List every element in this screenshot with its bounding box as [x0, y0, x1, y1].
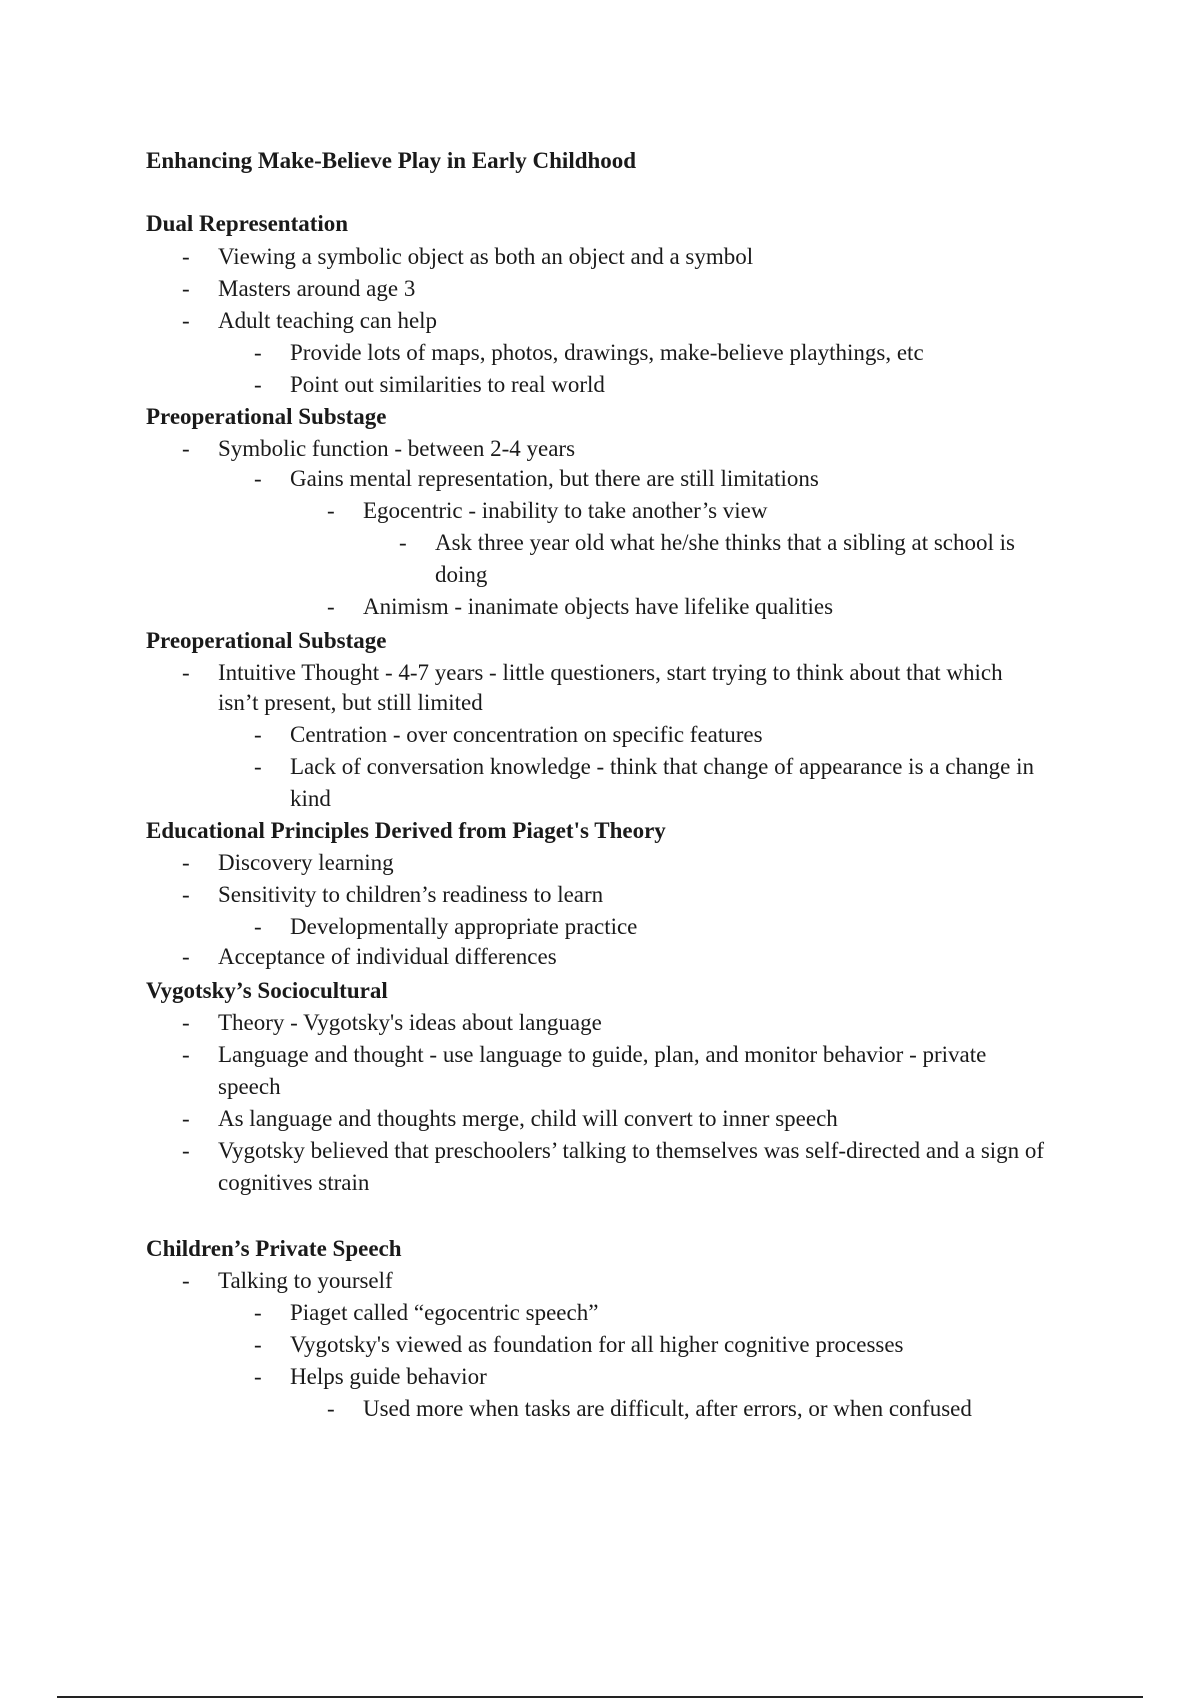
document-title: Enhancing Make-Believe Play in Early Childhood	[146, 148, 637, 173]
section-heading-educational-principles: Educational Principles Derived from Piaget's Theory	[146, 818, 666, 843]
bullet-dash: -	[254, 1300, 262, 1325]
bullet-dash: -	[254, 372, 262, 397]
bullet-item-continuation: cognitives strain	[218, 1170, 370, 1195]
bullet-item: Piaget called “egocentric speech”	[290, 1300, 599, 1325]
section-heading-preoperational-1: Preoperational Substage	[146, 404, 387, 429]
bullet-dash: -	[182, 882, 190, 907]
bullet-item: Vygotsky's viewed as foundation for all higher cognitive processes	[290, 1332, 904, 1357]
bullet-item: Vygotsky believed that preschoolers’ talking to themselves was self-directed and a sign of	[218, 1138, 1045, 1163]
bullet-item: Provide lots of maps, photos, drawings, make-believe playthings, etc	[290, 340, 924, 365]
bullet-dash: -	[182, 1268, 190, 1293]
bullet-item: Adult teaching can help	[218, 308, 438, 333]
bullet-item-continuation: doing	[435, 562, 488, 587]
bullet-dash: -	[327, 1396, 335, 1421]
bullet-dash: -	[254, 466, 262, 491]
bullet-dash: -	[182, 850, 190, 875]
bullet-item: As language and thoughts merge, child will convert to inner speech	[218, 1106, 838, 1131]
bullet-dash: -	[254, 340, 262, 365]
bullet-item: Centration - over concentration on specific features	[290, 722, 763, 747]
bullet-item: Sensitivity to children’s readiness to learn	[218, 882, 604, 907]
bullet-dash: -	[182, 1106, 190, 1131]
section-heading-vygotsky-sociocultural: Vygotsky’s Sociocultural	[146, 978, 388, 1003]
bullet-item: Gains mental representation, but there are still limitations	[290, 466, 819, 491]
bullet-item: Discovery learning	[218, 850, 394, 875]
section-heading-dual-representation: Dual Representation	[146, 211, 349, 236]
bullet-item: Animism - inanimate objects have lifelike qualities	[363, 594, 834, 619]
bullet-item: Used more when tasks are difficult, after errors, or when confused	[363, 1396, 972, 1421]
bullet-dash: -	[182, 244, 190, 269]
bullet-dash: -	[399, 530, 407, 555]
bullet-dash: -	[182, 944, 190, 969]
bullet-dash: -	[182, 276, 190, 301]
bullet-item: Acceptance of individual differences	[218, 944, 557, 969]
bullet-dash: -	[254, 1332, 262, 1357]
bullet-dash: -	[327, 594, 335, 619]
bullet-dash: -	[182, 660, 190, 685]
bullet-dash: -	[182, 436, 190, 461]
bullet-item-continuation: isn’t present, but still limited	[218, 690, 483, 715]
bullet-dash: -	[182, 1138, 190, 1163]
section-heading-preoperational-2: Preoperational Substage	[146, 628, 387, 653]
bullet-dash: -	[254, 914, 262, 939]
bullet-dash: -	[182, 308, 190, 333]
footer-rule	[57, 1696, 1143, 1698]
bullet-dash: -	[182, 1010, 190, 1035]
bullet-item: Language and thought - use language to guide, plan, and monitor behavior - private	[218, 1042, 987, 1067]
bullet-item: Ask three year old what he/she thinks that a sibling at school is	[435, 530, 1015, 555]
bullet-item: Theory - Vygotsky's ideas about language	[218, 1010, 602, 1035]
bullet-item-continuation: speech	[218, 1074, 281, 1099]
bullet-item: Lack of conversation knowledge - think that change of appearance is a change in	[290, 754, 1034, 779]
bullet-dash: -	[254, 1364, 262, 1389]
bullet-item: Egocentric - inability to take another’s view	[363, 498, 768, 523]
section-heading-private-speech: Children’s Private Speech	[146, 1236, 402, 1261]
bullet-dash: -	[254, 754, 262, 779]
bullet-dash: -	[182, 1042, 190, 1067]
bullet-dash: -	[254, 722, 262, 747]
bullet-item: Symbolic function - between 2-4 years	[218, 436, 576, 461]
bullet-item: Developmentally appropriate practice	[290, 914, 638, 939]
bullet-item: Talking to yourself	[218, 1268, 393, 1293]
bullet-item-continuation: kind	[290, 786, 331, 811]
bullet-dash: -	[327, 498, 335, 523]
bullet-item: Point out similarities to real world	[290, 372, 605, 397]
bullet-item: Helps guide behavior	[290, 1364, 487, 1389]
bullet-item: Masters around age 3	[218, 276, 416, 301]
bullet-item: Viewing a symbolic object as both an object and a symbol	[218, 244, 754, 269]
bullet-item: Intuitive Thought - 4-7 years - little questioners, start trying to think about that which	[218, 660, 1003, 685]
